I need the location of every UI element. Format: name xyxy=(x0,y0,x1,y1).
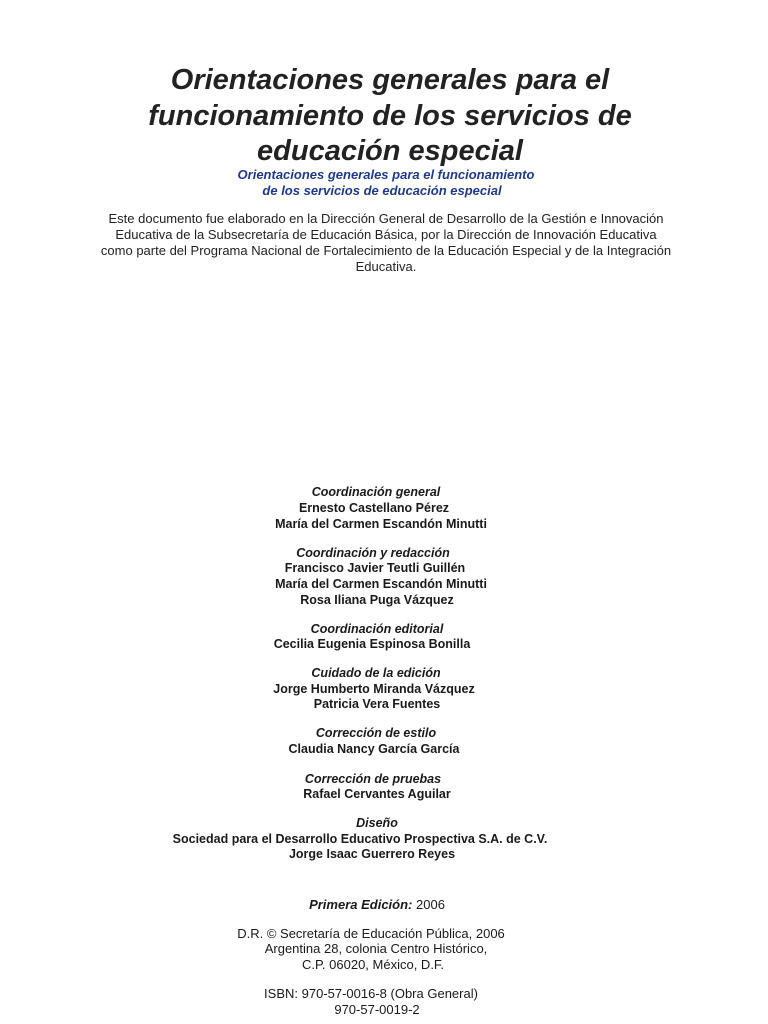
credit-name: Cecilia Eugenia Espinosa Bonilla xyxy=(273,637,471,651)
rights-line-1: D.R. © Secretaría de Educación Pública, 2006 xyxy=(237,926,505,941)
credit-name: Claudia Nancy García García xyxy=(288,742,460,756)
credit-role-cuidado-edicion: Cuidado de la edición xyxy=(311,666,441,680)
rights-line-2: Argentina 28, colonia Centro Histórico, xyxy=(264,941,488,956)
intro-line-2: Educativa de la Subsecretaría de Educación Básica, por la Dirección de Innovación Educativa xyxy=(115,227,657,242)
document-title-line-1: Orientaciones generales para el xyxy=(170,64,610,96)
isbn-line-2: 970-57-0019-2 xyxy=(334,1002,420,1017)
credit-role-coord-redaccion: Coordinación y redacción xyxy=(296,546,450,560)
credit-name: Sociedad para el Desarrollo Educativo Prospectiva S.A. de C.V. xyxy=(172,832,548,846)
credit-name: Rosa Iliana Puga Vázquez xyxy=(300,593,454,607)
edition-label: Primera Edición: xyxy=(309,897,413,912)
document-title-line-2: funcionamiento de los servicios de xyxy=(148,100,632,132)
credit-name: Rafael Cervantes Aguilar xyxy=(303,787,451,801)
document-title-line-3: educación especial xyxy=(257,135,523,167)
intro-line-4: Educativa. xyxy=(355,259,417,274)
credit-name: Jorge Humberto Miranda Vázquez xyxy=(273,682,475,696)
credit-name: María del Carmen Escandón Minutti xyxy=(275,577,487,591)
credit-name: Patricia Vera Fuentes xyxy=(313,697,441,711)
credit-name: Ernesto Castellano Pérez xyxy=(298,501,450,515)
credit-role-coord-general: Coordinación general xyxy=(311,485,441,499)
credit-role-diseno: Diseño xyxy=(356,816,398,830)
credit-role-coord-editorial: Coordinación editorial xyxy=(310,622,444,636)
credit-role-correccion-estilo: Corrección de estilo xyxy=(315,726,437,740)
edition-line xyxy=(0,897,761,912)
document-subtitle-line-2: de los servicios de educación especial xyxy=(262,183,502,198)
isbn-line-1: ISBN: 970-57-0016-8 (Obra General) xyxy=(264,986,478,1001)
credit-role-correccion-pruebas: Corrección de pruebas xyxy=(304,772,442,786)
intro-line-3: como parte del Programa Nacional de Fortalecimiento de la Educación Especial y de la Integración xyxy=(100,243,672,258)
edition-year: 2006 xyxy=(416,897,445,912)
credit-name: Jorge Isaac Guerrero Reyes xyxy=(288,847,456,861)
intro-line-1: Este documento fue elaborado en la Dirección General de Desarrollo de la Gestión e Innovación xyxy=(108,211,664,226)
rights-line-3: C.P. 06020, México, D.F. xyxy=(301,957,445,972)
credit-name: María del Carmen Escandón Minutti xyxy=(275,517,487,531)
document-subtitle-line-1: Orientaciones generales para el funcionamiento xyxy=(237,167,535,182)
credit-name: Francisco Javier Teutli Guillén xyxy=(284,561,466,575)
